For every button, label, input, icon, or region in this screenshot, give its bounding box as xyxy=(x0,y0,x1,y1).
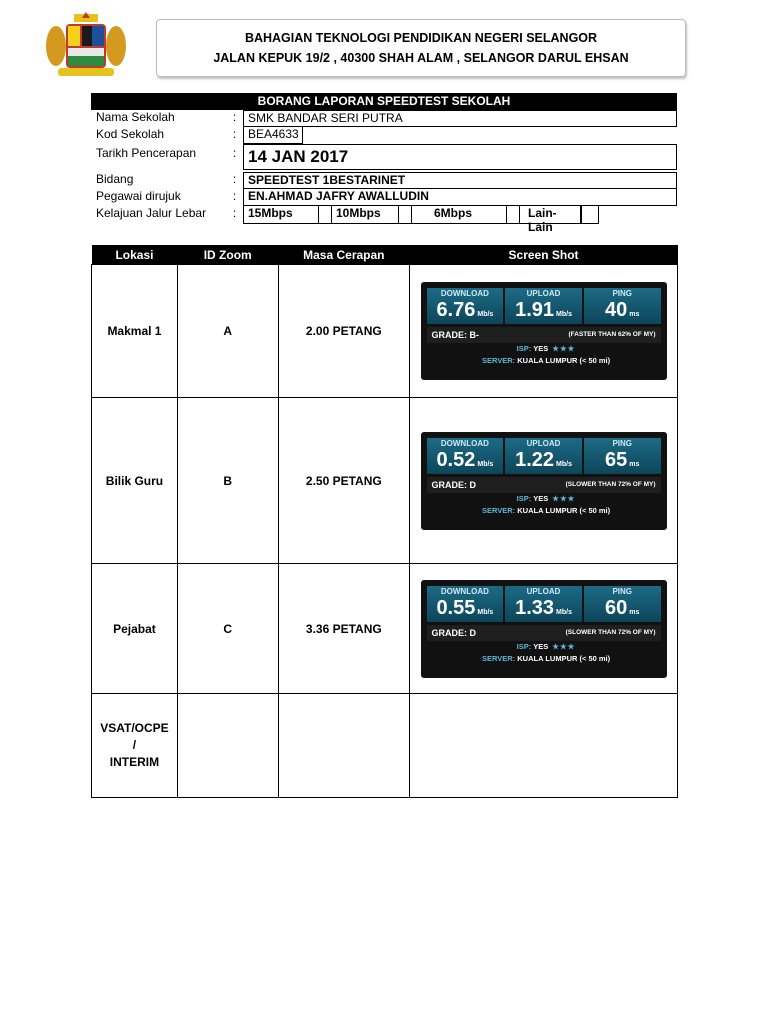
field-colon: : xyxy=(232,189,237,203)
field-label: Kelajuan Jalur Lebar xyxy=(96,206,207,220)
form-row-pegawai xyxy=(91,189,677,206)
form-row-nama-sekolah xyxy=(91,110,677,127)
download-value: 0.55 xyxy=(436,596,476,619)
grade-compare: (SLOWER THAN 72% OF MY) xyxy=(565,628,656,636)
header-line-1: BAHAGIAN TEKNOLOGI PENDIDIKAN NEGERI SELANGOR xyxy=(244,31,598,45)
ping-value: 65 xyxy=(605,448,628,471)
upload-metric: UPLOAD 1.33 Mb/s xyxy=(505,586,582,622)
cell-lokasi: Makmal 1 xyxy=(92,265,178,398)
cell-screenshot xyxy=(410,564,678,694)
coat-of-arms-emblem xyxy=(44,12,128,80)
grade-bar xyxy=(427,477,661,493)
form-row-tarikh xyxy=(91,144,677,170)
field-colon: : xyxy=(232,110,237,124)
ping-metric: PING 60 ms xyxy=(584,586,661,622)
cell-id-zoom: C xyxy=(177,564,278,694)
rating-stars-icon: ★★★ xyxy=(552,344,576,353)
upload-metric: UPLOAD 1.22 Mb/s xyxy=(505,438,582,474)
header-box xyxy=(156,19,686,77)
cell-lokasi: Bilik Guru xyxy=(92,398,178,564)
speed-option-15[interactable]: 15Mbps xyxy=(243,206,319,224)
speedtest-result-widget xyxy=(421,580,667,678)
server-line: SERVER: KUALA LUMPUR (< 50 mi) xyxy=(481,653,611,663)
upload-metric: UPLOAD 1.91 Mb/s xyxy=(505,288,582,324)
field-colon: : xyxy=(232,172,237,186)
form-row-kelajuan xyxy=(91,206,677,234)
form-title: BORANG LAPORAN SPEEDTEST SEKOLAH xyxy=(91,93,677,110)
form-row-bidang xyxy=(91,172,677,189)
grade-compare: (FASTER THAN 62% OF MY) xyxy=(568,331,656,338)
field-value-tarikh[interactable]: 14 JAN 2017 xyxy=(243,144,677,170)
field-label: Pegawai dirujuk xyxy=(96,189,181,203)
header-line-2: JALAN KEPUK 19/2 , 40300 SHAH ALAM , SELANGOR DARUL EHSAN xyxy=(213,51,629,65)
cell-id-zoom: B xyxy=(177,398,278,564)
field-value-nama-sekolah[interactable]: SMK BANDAR SERI PUTRA xyxy=(243,110,677,127)
ping-value: 40 xyxy=(605,299,628,321)
speed-options xyxy=(243,206,677,234)
isp-line: ISP: YES ★★★ xyxy=(516,641,576,651)
speedtest-table xyxy=(91,245,678,798)
field-label: Tarikh Pencerapan xyxy=(96,146,197,160)
cell-masa: 2.00 PETANG xyxy=(278,265,410,398)
cell-screenshot xyxy=(410,265,678,398)
report-form xyxy=(91,93,677,234)
field-value-bidang[interactable]: SPEEDTEST 1BESTARINET xyxy=(243,172,677,189)
cell-lokasi: VSAT/OCPE / INTERIM xyxy=(92,694,178,798)
upload-value: 1.33 xyxy=(515,596,555,619)
ping-metric: PING 65 ms xyxy=(584,438,661,474)
grade-text: GRADE: D xyxy=(431,479,477,490)
ping-metric: PING 40 ms xyxy=(584,288,661,324)
download-value: 6.76 xyxy=(436,299,476,321)
server-line: SERVER: KUALA LUMPUR (< 50 mi) xyxy=(481,505,611,515)
col-header-screenshot: Screen Shot xyxy=(410,245,678,265)
speed-option-10[interactable]: 10Mbps xyxy=(331,206,399,224)
field-label: Bidang xyxy=(96,172,134,186)
isp-line: ISP: YES ★★★ xyxy=(516,493,576,503)
col-header-lokasi: Lokasi xyxy=(92,245,178,265)
download-metric: DOWNLOAD 6.76 Mb/s xyxy=(427,288,504,324)
cell-screenshot xyxy=(410,694,678,798)
cell-id-zoom: A xyxy=(177,265,278,398)
grade-compare: (SLOWER THAN 72% OF MY) xyxy=(565,480,656,488)
upload-value: 1.91 xyxy=(515,299,555,321)
table-row xyxy=(92,398,678,564)
cell-masa: 2.50 PETANG xyxy=(278,398,410,564)
field-colon: : xyxy=(232,146,237,160)
download-metric: DOWNLOAD 0.55 Mb/s xyxy=(427,586,504,622)
speed-option-6[interactable]: 6Mbps xyxy=(411,206,507,224)
field-colon: : xyxy=(232,127,237,141)
col-header-masa: Masa Cerapan xyxy=(278,245,410,265)
cell-masa: 3.36 PETANG xyxy=(278,564,410,694)
cell-lokasi: Pejabat xyxy=(92,564,178,694)
rating-stars-icon: ★★★ xyxy=(552,493,576,503)
table-row xyxy=(92,564,678,694)
grade-text: GRADE: D xyxy=(431,627,477,638)
download-value: 0.52 xyxy=(436,448,476,471)
ping-value: 60 xyxy=(605,596,628,619)
grade-bar xyxy=(427,625,661,641)
speed-option-lain[interactable]: Lain-Lain xyxy=(519,206,581,224)
cell-id-zoom xyxy=(177,694,278,798)
speedtest-result-widget xyxy=(421,282,667,380)
table-row xyxy=(92,265,678,398)
speedtest-result-widget xyxy=(421,432,667,530)
field-value-kod-sekolah[interactable]: BEA4633 xyxy=(243,127,303,144)
field-label: Kod Sekolah xyxy=(96,127,165,141)
form-row-kod-sekolah xyxy=(91,127,677,144)
server-line: SERVER: KUALA LUMPUR (< 50 mi) xyxy=(481,356,611,365)
grade-text: GRADE: B- xyxy=(431,330,480,340)
upload-value: 1.22 xyxy=(515,448,555,471)
field-value-pegawai[interactable]: EN.AHMAD JAFRY AWALLUDIN xyxy=(243,189,677,206)
cell-screenshot xyxy=(410,398,678,564)
download-metric: DOWNLOAD 0.52 Mb/s xyxy=(427,438,504,474)
grade-bar xyxy=(427,327,661,343)
cell-masa xyxy=(278,694,410,798)
isp-line: ISP: YES ★★★ xyxy=(516,344,576,353)
field-label: Nama Sekolah xyxy=(96,110,175,124)
field-colon: : xyxy=(232,206,237,220)
table-row xyxy=(92,694,678,798)
rating-stars-icon: ★★★ xyxy=(552,641,576,651)
col-header-id-zoom: ID Zoom xyxy=(177,245,278,265)
